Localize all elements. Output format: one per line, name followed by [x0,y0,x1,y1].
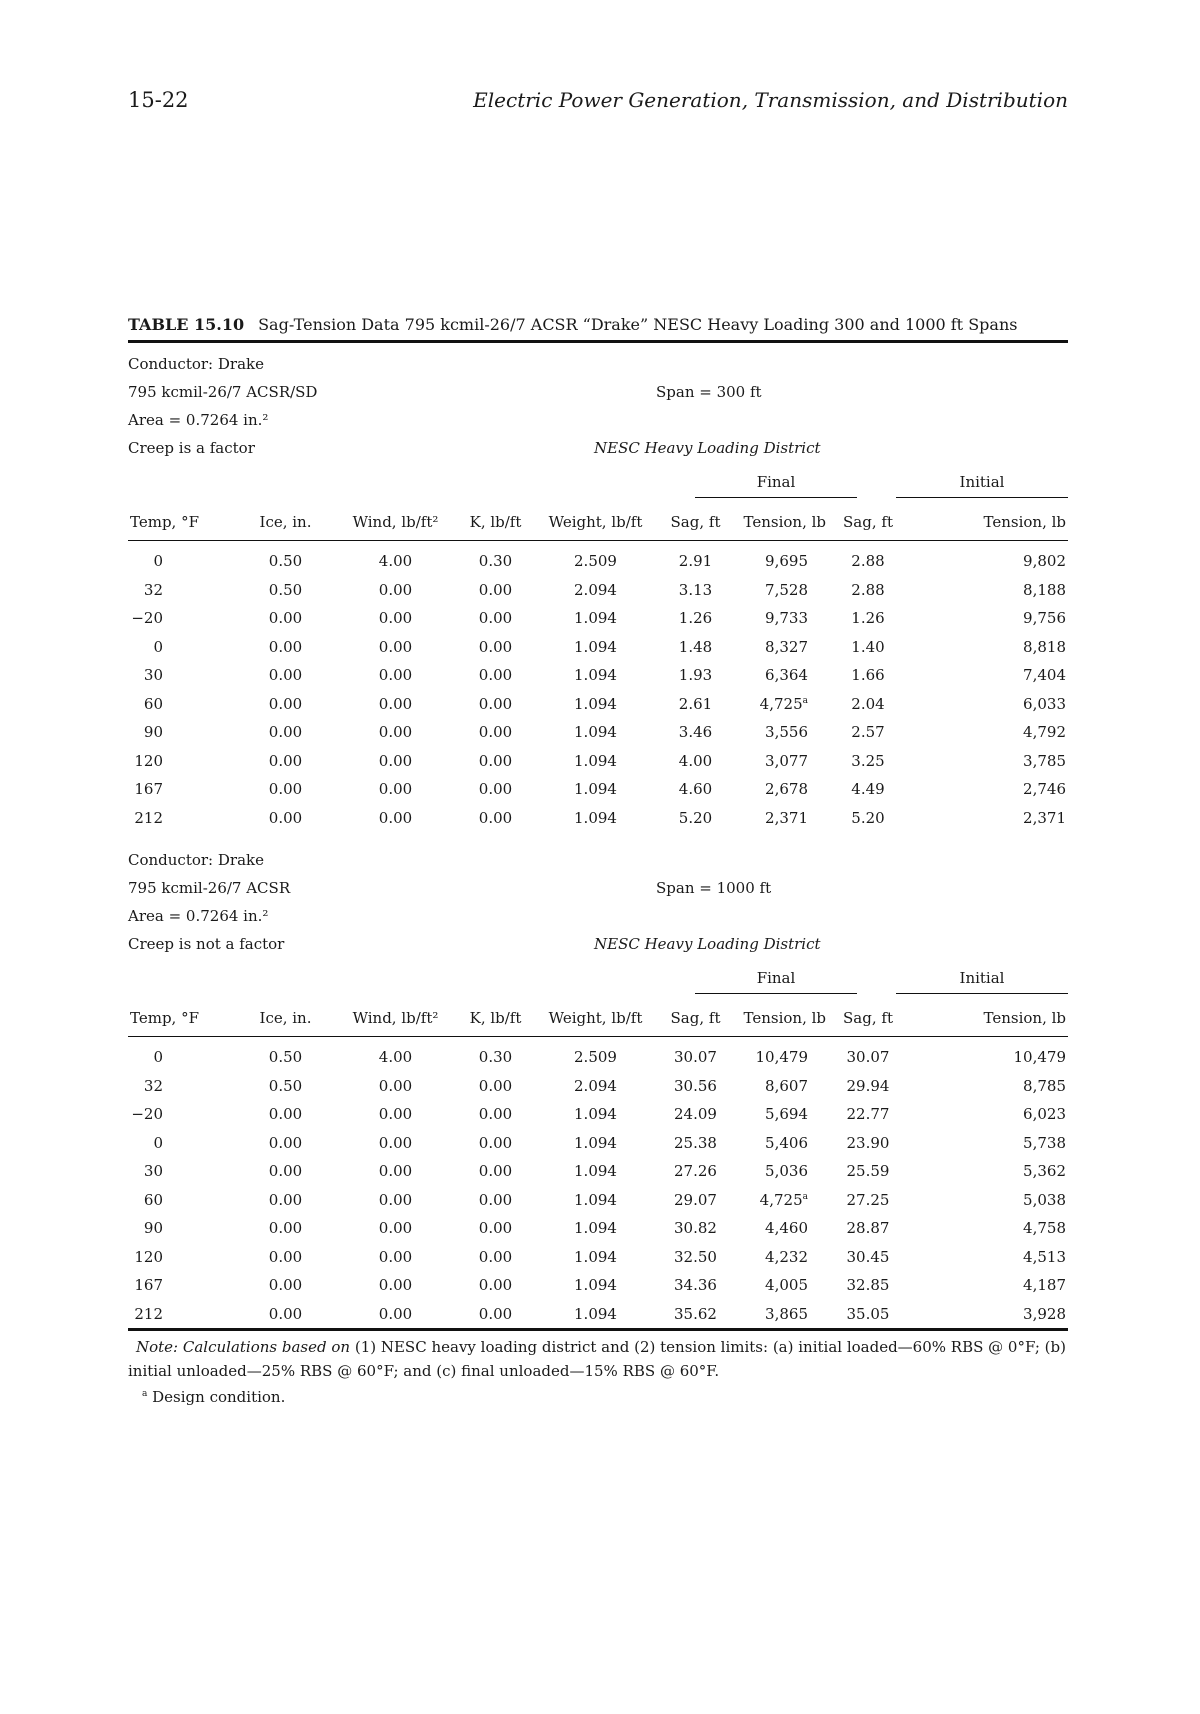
table-row [128,604,1068,633]
span-label: Span = 1000 ft [656,879,772,897]
cell-final-sag: 35.62 [653,1300,738,1330]
cell-ice: 0.00 [268,666,303,685]
cell-ice: 0.50 [268,1076,303,1095]
cell-final-tension: 7,528 [765,580,808,599]
table-row [128,690,1068,719]
table-row [128,661,1068,690]
data-table-1000ft [128,1000,1068,1331]
note-body: (1) NESC heavy loading district and (2) tension limits: (a) initial loaded—60% RBS @ 0°F; (b) initial unloaded—25% RBS @ 60°F; and (c) final unloaded—15% RBS @ 60°F. [128,1338,1066,1380]
cell-temp: 212 [134,808,163,827]
meta-spec: 795 kcmil-26/7 ACSR/SD Span = 300 ft [128,378,1068,406]
cell-ice: 0.00 [268,780,303,799]
cell-final-sag: 1.48 [678,637,713,656]
cell-k: 0.00 [478,1276,513,1295]
cell-final-tension: 4,725$^a$ [759,1190,808,1209]
table-row [128,1214,1068,1243]
cell-k: 0.00 [478,580,513,599]
cell-initial-sag: 1.66 [851,666,885,685]
column-header-wind: Wind, lb/ft² [338,1000,453,1037]
cell-ice: 0.00 [268,808,303,827]
cell-temp: 90 [143,723,163,742]
cell-wind: 0.00 [378,723,413,742]
design-condition-mark: a [802,1191,808,1202]
cell-wind: 0.00 [378,694,413,713]
meta-creep: Creep is not a factor NESC Heavy Loading District [128,930,1068,958]
cell-wind: 0.00 [378,1190,413,1209]
note-lead: Note: Calculations based on [136,1338,351,1356]
cell-k: 0.00 [478,694,513,713]
cell-ice: 0.50 [268,580,303,599]
cell-ice: 0.00 [268,694,303,713]
cell-final-tension: 10,479 [755,1048,808,1067]
cell-k: 0.00 [478,609,513,628]
cell-weight: 2.094 [574,580,617,599]
cell-final-tension: 8,607 [765,1076,808,1095]
cell-initial-sag: 4.49 [851,780,885,799]
cell-initial-tension: 5,738 [1023,1133,1066,1152]
cell-initial-sag: 28.87 [846,1219,890,1238]
meta-conductor: Conductor: Drake [128,851,264,869]
page-header [128,88,1068,118]
cell-initial-sag: 32.85 [846,1276,890,1295]
cell-initial-sag: 2.04 [851,694,885,713]
cell-final-sag: 2.91 [678,552,713,571]
cell-wind: 0.00 [378,580,413,599]
table-row [128,775,1068,804]
cell-initial-tension: 4,758 [1023,1219,1066,1238]
cell-temp: 32 [143,1076,163,1095]
column-header-initial-sag: Sag, ft [828,504,908,541]
table-caption [128,315,1068,343]
cell-initial-sag: 23.90 [846,1133,890,1152]
cell-k: 0.00 [453,1300,538,1330]
column-header-ice: Ice, in. [233,1000,338,1037]
cell-ice: 0.00 [268,1247,303,1266]
cell-initial-sag: 1.26 [851,609,885,628]
cell-initial-tension: 4,513 [1023,1247,1066,1266]
cell-k: 0.00 [478,1105,513,1124]
cell-final-tension: 3,556 [765,723,808,742]
cell-initial-sag: 25.59 [846,1162,890,1181]
footnote-mark: a [142,1389,148,1399]
cell-initial-sag: 2.88 [851,580,885,599]
cell-ice: 0.00 [268,1133,303,1152]
table-label: TABLE 15.10 [128,315,245,334]
district-label: NESC Heavy Loading District [594,439,821,457]
meta-conductor: Conductor: Drake [128,355,264,373]
group-initial: Initial [896,473,1068,498]
cell-final-sag: 1.93 [678,666,713,685]
cell-final-sag: 29.07 [674,1190,717,1209]
cell-final-sag: 24.09 [674,1105,717,1124]
cell-weight: 1.094 [574,723,617,742]
cell-initial-sag: 30.07 [846,1048,890,1067]
cell-wind: 0.00 [378,1276,413,1295]
cell-weight: 1.094 [574,1105,617,1124]
cell-k: 0.00 [478,1190,513,1209]
cell-weight: 1.094 [574,780,617,799]
cell-initial-tension: 9,756 [1023,609,1066,628]
cell-wind: 0.00 [378,808,413,827]
table-footnote [128,1383,1068,1408]
column-header-k: K, lb/ft [453,1000,538,1037]
cell-temp: 167 [134,1276,163,1295]
cell-wind: 4.00 [378,552,413,571]
section-1000ft [128,846,1068,1331]
table-row [128,1271,1068,1300]
cell-weight: 1.094 [574,694,617,713]
column-header-final-sag: Sag, ft [653,1000,738,1037]
cell-weight: 1.094 [574,609,617,628]
cell-wind: 0.00 [378,666,413,685]
cell-final-tension: 5,406 [765,1133,808,1152]
cell-ice: 0.00 [268,1276,303,1295]
cell-final-sag: 25.38 [674,1133,717,1152]
table-title: Sag-Tension Data 795 kcmil-26/7 ACSR “Drake” NESC Heavy Loading 300 and 1000 ft Spans [258,315,1018,334]
cell-weight: 1.094 [574,637,617,656]
cell-weight: 2.509 [574,1048,617,1067]
cell-weight: 1.094 [574,1162,617,1181]
meta-area: Area = 0.7264 in.² [128,411,269,429]
cell-initial-tension: 10,479 [1013,1048,1066,1067]
cell-final-sag: 32.50 [674,1247,717,1266]
table-row [128,1300,1068,1330]
cell-final-tension: 8,327 [765,637,808,656]
cell-initial-tension: 4,187 [1023,1276,1066,1295]
table-row [128,1072,1068,1101]
cell-initial-sag: 2.88 [851,552,885,571]
column-header-weight: Weight, lb/ft [538,1000,653,1037]
cell-wind: 0.00 [378,751,413,770]
cell-k: 0.00 [478,780,513,799]
cell-temp: 0 [153,1048,163,1067]
cell-final-tension: 5,694 [765,1105,808,1124]
cell-temp: 60 [143,1190,163,1209]
cell-temp: 60 [143,694,163,713]
cell-initial-tension: 8,818 [1023,637,1066,656]
column-header-wind: Wind, lb/ft² [338,504,453,541]
data-table-300ft [128,504,1068,832]
table-row [128,804,1068,833]
column-header-initial-tension: Tension, lb [908,504,1068,541]
cell-initial-tension: 6,033 [1023,694,1066,713]
cell-initial-tension: 3,928 [908,1300,1068,1330]
column-header-final-sag: Sag, ft [653,504,738,541]
cell-initial-sag: 22.77 [846,1105,890,1124]
cell-k: 0.00 [478,808,513,827]
cell-initial-sag: 29.94 [846,1076,890,1095]
cell-weight: 1.094 [574,808,617,827]
cell-final-tension: 9,733 [765,609,808,628]
cell-final-sag: 30.07 [674,1048,717,1067]
cell-wind: 0.00 [378,637,413,656]
cell-final-sag: 27.26 [674,1162,717,1181]
cell-final-tension: 3,077 [765,751,808,770]
cell-initial-sag: 30.45 [846,1247,890,1266]
cell-k: 0.00 [478,666,513,685]
cell-ice: 0.00 [268,1105,303,1124]
cell-final-tension: 3,865 [738,1300,828,1330]
column-header-initial-tension: Tension, lb [908,1000,1068,1037]
footnote-text: Design condition. [147,1388,286,1406]
cell-wind: 0.00 [378,1247,413,1266]
cell-wind: 0.00 [378,1162,413,1181]
cell-initial-tension: 5,038 [1023,1190,1066,1209]
column-header-weight: Weight, lb/ft [538,504,653,541]
cell-weight: 1.094 [574,1133,617,1152]
cell-weight: 1.094 [574,1190,617,1209]
cell-weight: 1.094 [574,1247,617,1266]
column-header-row [128,1000,1068,1037]
cell-weight: 1.094 [574,1276,617,1295]
cell-temp: 90 [143,1219,163,1238]
cell-initial-sag: 2.57 [851,723,885,742]
cell-temp: 32 [143,580,163,599]
cell-initial-tension: 8,785 [1023,1076,1066,1095]
cell-final-sag: 3.46 [678,723,713,742]
cell-initial-tension: 9,802 [1023,552,1066,571]
table-row [128,747,1068,776]
cell-weight: 2.509 [574,552,617,571]
cell-weight: 1.094 [574,666,617,685]
cell-final-tension: 4,005 [765,1276,808,1295]
cell-final-tension: 4,232 [765,1247,808,1266]
cell-final-tension: 5,036 [765,1162,808,1181]
column-header-k: K, lb/ft [453,504,538,541]
cell-ice: 0.00 [268,637,303,656]
cell-k: 0.00 [478,1219,513,1238]
cell-k: 0.00 [478,751,513,770]
cell-wind: 0.00 [378,1133,413,1152]
cell-wind: 0.00 [378,1105,413,1124]
cell-wind: 4.00 [378,1048,413,1067]
table-row [128,1243,1068,1272]
table-row [128,718,1068,747]
column-header-row [128,504,1068,541]
group-final: Final [695,473,857,498]
cell-weight: 1.094 [538,1300,653,1330]
table-row [128,1100,1068,1129]
table-row [128,1186,1068,1215]
cell-temp: 167 [134,780,163,799]
cell-k: 0.00 [478,637,513,656]
cell-k: 0.00 [478,723,513,742]
column-header-initial-sag: Sag, ft [828,1000,908,1037]
column-header-final-tension: Tension, lb [738,1000,828,1037]
cell-ice: 0.00 [268,751,303,770]
cell-final-sag: 34.36 [674,1276,717,1295]
group-final: Final [695,969,857,994]
cell-temp: 30 [143,666,163,685]
table-row [128,1157,1068,1186]
cell-initial-tension: 8,188 [1023,580,1066,599]
table-row [128,576,1068,605]
column-header-temp: Temp, °F [128,504,233,541]
cell-temp: 0 [153,552,163,571]
cell-ice: 0.00 [268,1190,303,1209]
cell-weight: 1.094 [574,1219,617,1238]
cell-temp: 0 [153,637,163,656]
cell-weight: 1.094 [574,751,617,770]
cell-final-sag: 3.13 [678,580,713,599]
cell-temp: 212 [128,1300,233,1330]
cell-final-tension: 6,364 [765,666,808,685]
cell-ice: 0.50 [268,552,303,571]
cell-temp: 30 [143,1162,163,1181]
cell-final-sag: 30.56 [674,1076,717,1095]
cell-initial-sag: 27.25 [846,1190,890,1209]
cell-initial-tension: 2,746 [1023,780,1066,799]
cell-k: 0.30 [478,552,513,571]
cell-initial-tension: 7,404 [1023,666,1066,685]
cell-temp: 120 [134,1247,163,1266]
cell-final-tension: 2,371 [765,808,808,827]
cell-temp: −20 [131,1105,163,1124]
cell-ice: 0.00 [268,1162,303,1181]
group-header-row [128,966,1068,1000]
cell-k: 0.00 [478,1247,513,1266]
cell-initial-sag: 5.20 [851,808,885,827]
cell-final-sag: 2.61 [678,694,713,713]
cell-k: 0.30 [478,1048,513,1067]
cell-final-tension: 2,678 [765,780,808,799]
cell-initial-tension: 6,023 [1023,1105,1066,1124]
design-condition-mark: a [802,695,808,706]
cell-ice: 0.00 [233,1300,338,1330]
cell-temp: 0 [153,1133,163,1152]
cell-ice: 0.00 [268,609,303,628]
cell-wind: 0.00 [378,609,413,628]
table-note [128,1335,1068,1383]
cell-final-tension: 9,695 [765,552,808,571]
district-label: NESC Heavy Loading District [594,935,821,953]
cell-final-sag: 5.20 [678,808,713,827]
column-header-final-tension: Tension, lb [738,504,828,541]
cell-ice: 0.50 [268,1048,303,1067]
cell-final-sag: 4.60 [678,780,713,799]
span-label: Span = 300 ft [656,383,762,401]
cell-initial-tension: 5,362 [1023,1162,1066,1181]
column-header-ice: Ice, in. [233,504,338,541]
table-row [128,541,1068,576]
cell-temp: 120 [134,751,163,770]
cell-ice: 0.00 [268,723,303,742]
cell-initial-tension: 3,785 [1023,751,1066,770]
cell-initial-sag: 3.25 [851,751,885,770]
cell-k: 0.00 [478,1076,513,1095]
page-number: 15-22 [128,88,189,112]
meta-spec: 795 kcmil-26/7 ACSR Span = 1000 ft [128,874,1068,902]
table-row [128,1129,1068,1158]
cell-k: 0.00 [478,1133,513,1152]
cell-final-tension: 4,725$^a$ [759,694,808,713]
group-header-row [128,470,1068,504]
cell-wind: 0.00 [378,780,413,799]
section-300ft [128,350,1068,832]
cell-final-tension: 4,460 [765,1219,808,1238]
cell-wind: 0.00 [378,1076,413,1095]
cell-temp: −20 [131,609,163,628]
table-row [128,633,1068,662]
group-initial: Initial [896,969,1068,994]
table-row [128,1037,1068,1072]
cell-initial-sag: 1.40 [851,637,885,656]
cell-wind: 0.00 [378,1219,413,1238]
cell-final-sag: 30.82 [674,1219,717,1238]
meta-area: Area = 0.7264 in.² [128,907,269,925]
sag-tension-table [128,315,1068,1408]
meta-creep: Creep is a factor NESC Heavy Loading District [128,434,1068,462]
cell-wind: 0.00 [338,1300,453,1330]
cell-initial-sag: 35.05 [828,1300,908,1330]
cell-initial-tension: 4,792 [1023,723,1066,742]
column-header-temp: Temp, °F [128,1000,233,1037]
cell-final-sag: 4.00 [678,751,713,770]
cell-ice: 0.00 [268,1219,303,1238]
cell-initial-tension: 2,371 [1023,808,1066,827]
cell-k: 0.00 [478,1162,513,1181]
book-title: Electric Power Generation, Transmission, and Distribution [473,88,1068,112]
cell-final-sag: 1.26 [678,609,713,628]
cell-weight: 2.094 [574,1076,617,1095]
